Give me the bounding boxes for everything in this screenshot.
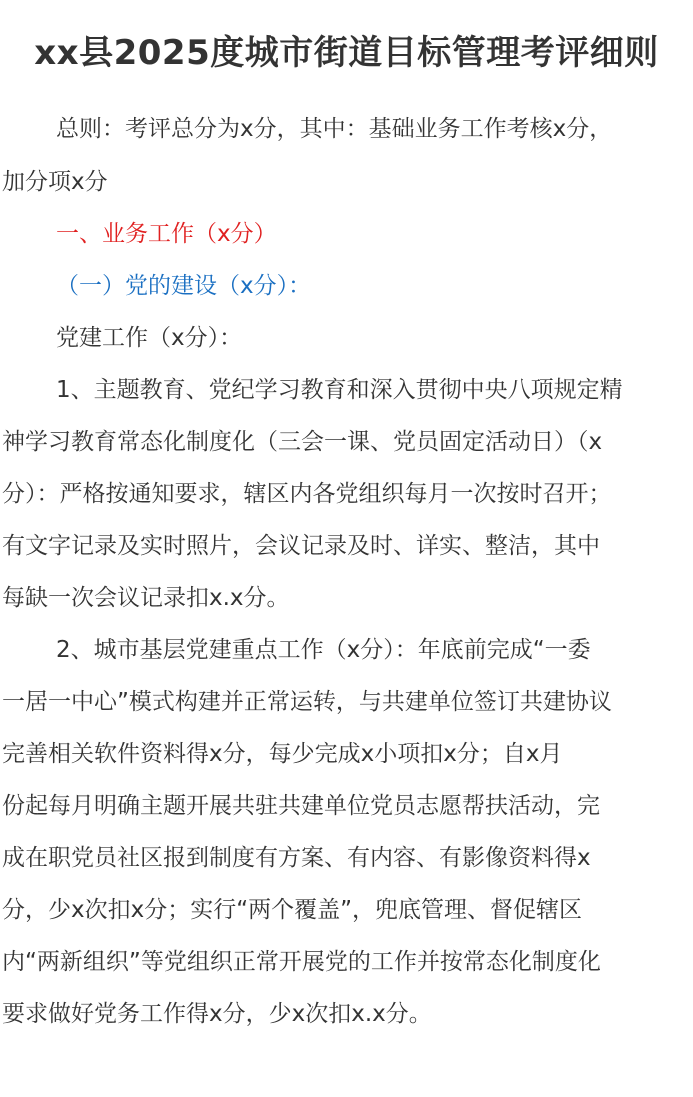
- paragraph-2-line-4: 份起每月明确主题开展共驻共建单位党员志愿帮扶活动，完: [2, 793, 600, 819]
- paragraph-2-line-7: 内“两新组织”等党组织正常开展党的工作并按常态化制度化: [2, 949, 601, 975]
- paragraph-2-line-2: 一居一中心”模式构建并正常运转，与共建单位签订共建协议: [2, 689, 612, 715]
- paragraph-2-line-3: 完善相关软件资料得x分，每少完成x小项扣x分；自x月: [2, 741, 563, 767]
- paragraph-1-line-1: 1、主题教育、党纪学习教育和深入贯彻中央八项规定精: [56, 377, 623, 403]
- item-heading: 党建工作（x分）：: [56, 325, 243, 351]
- general-rule-line-2: 加分项x分: [2, 169, 108, 195]
- paragraph-2-line-1: 2、城市基层党建重点工作（x分）：年底前完成“一委: [56, 637, 591, 663]
- paragraph-2-line-5: 成在职党员社区报到制度有方案、有内容、有影像资料得x: [2, 845, 591, 871]
- paragraph-1-line-4: 有文字记录及实时照片，会议记录及时、详实、整洁，其中: [2, 533, 600, 559]
- paragraph-1-line-3: 分）：严格按通知要求，辖区内各党组织每月一次按时召开；: [2, 481, 612, 507]
- paragraph-2-line-8: 要求做好党务工作得x分，少x次扣x.x分。: [2, 1001, 432, 1027]
- paragraph-2-line-6: 分，少x次扣x分；实行“两个覆盖”，兜底管理、督促辖区: [2, 897, 583, 923]
- section-heading: 一、业务工作（x分）: [56, 221, 277, 247]
- subsection-heading: （一）党的建设（x分）：: [56, 273, 312, 299]
- paragraph-1-line-5: 每缺一次会议记录扣x.x分。: [2, 585, 290, 611]
- paragraph-1-line-2: 神学习教育常态化制度化（三会一课、党员固定活动日）（x: [2, 429, 603, 455]
- document-title: xx县2025度城市街道目标管理考评细则: [34, 33, 659, 73]
- general-rule-line-1: 总则：考评总分为x分，其中：基础业务工作考核x分，: [56, 116, 613, 142]
